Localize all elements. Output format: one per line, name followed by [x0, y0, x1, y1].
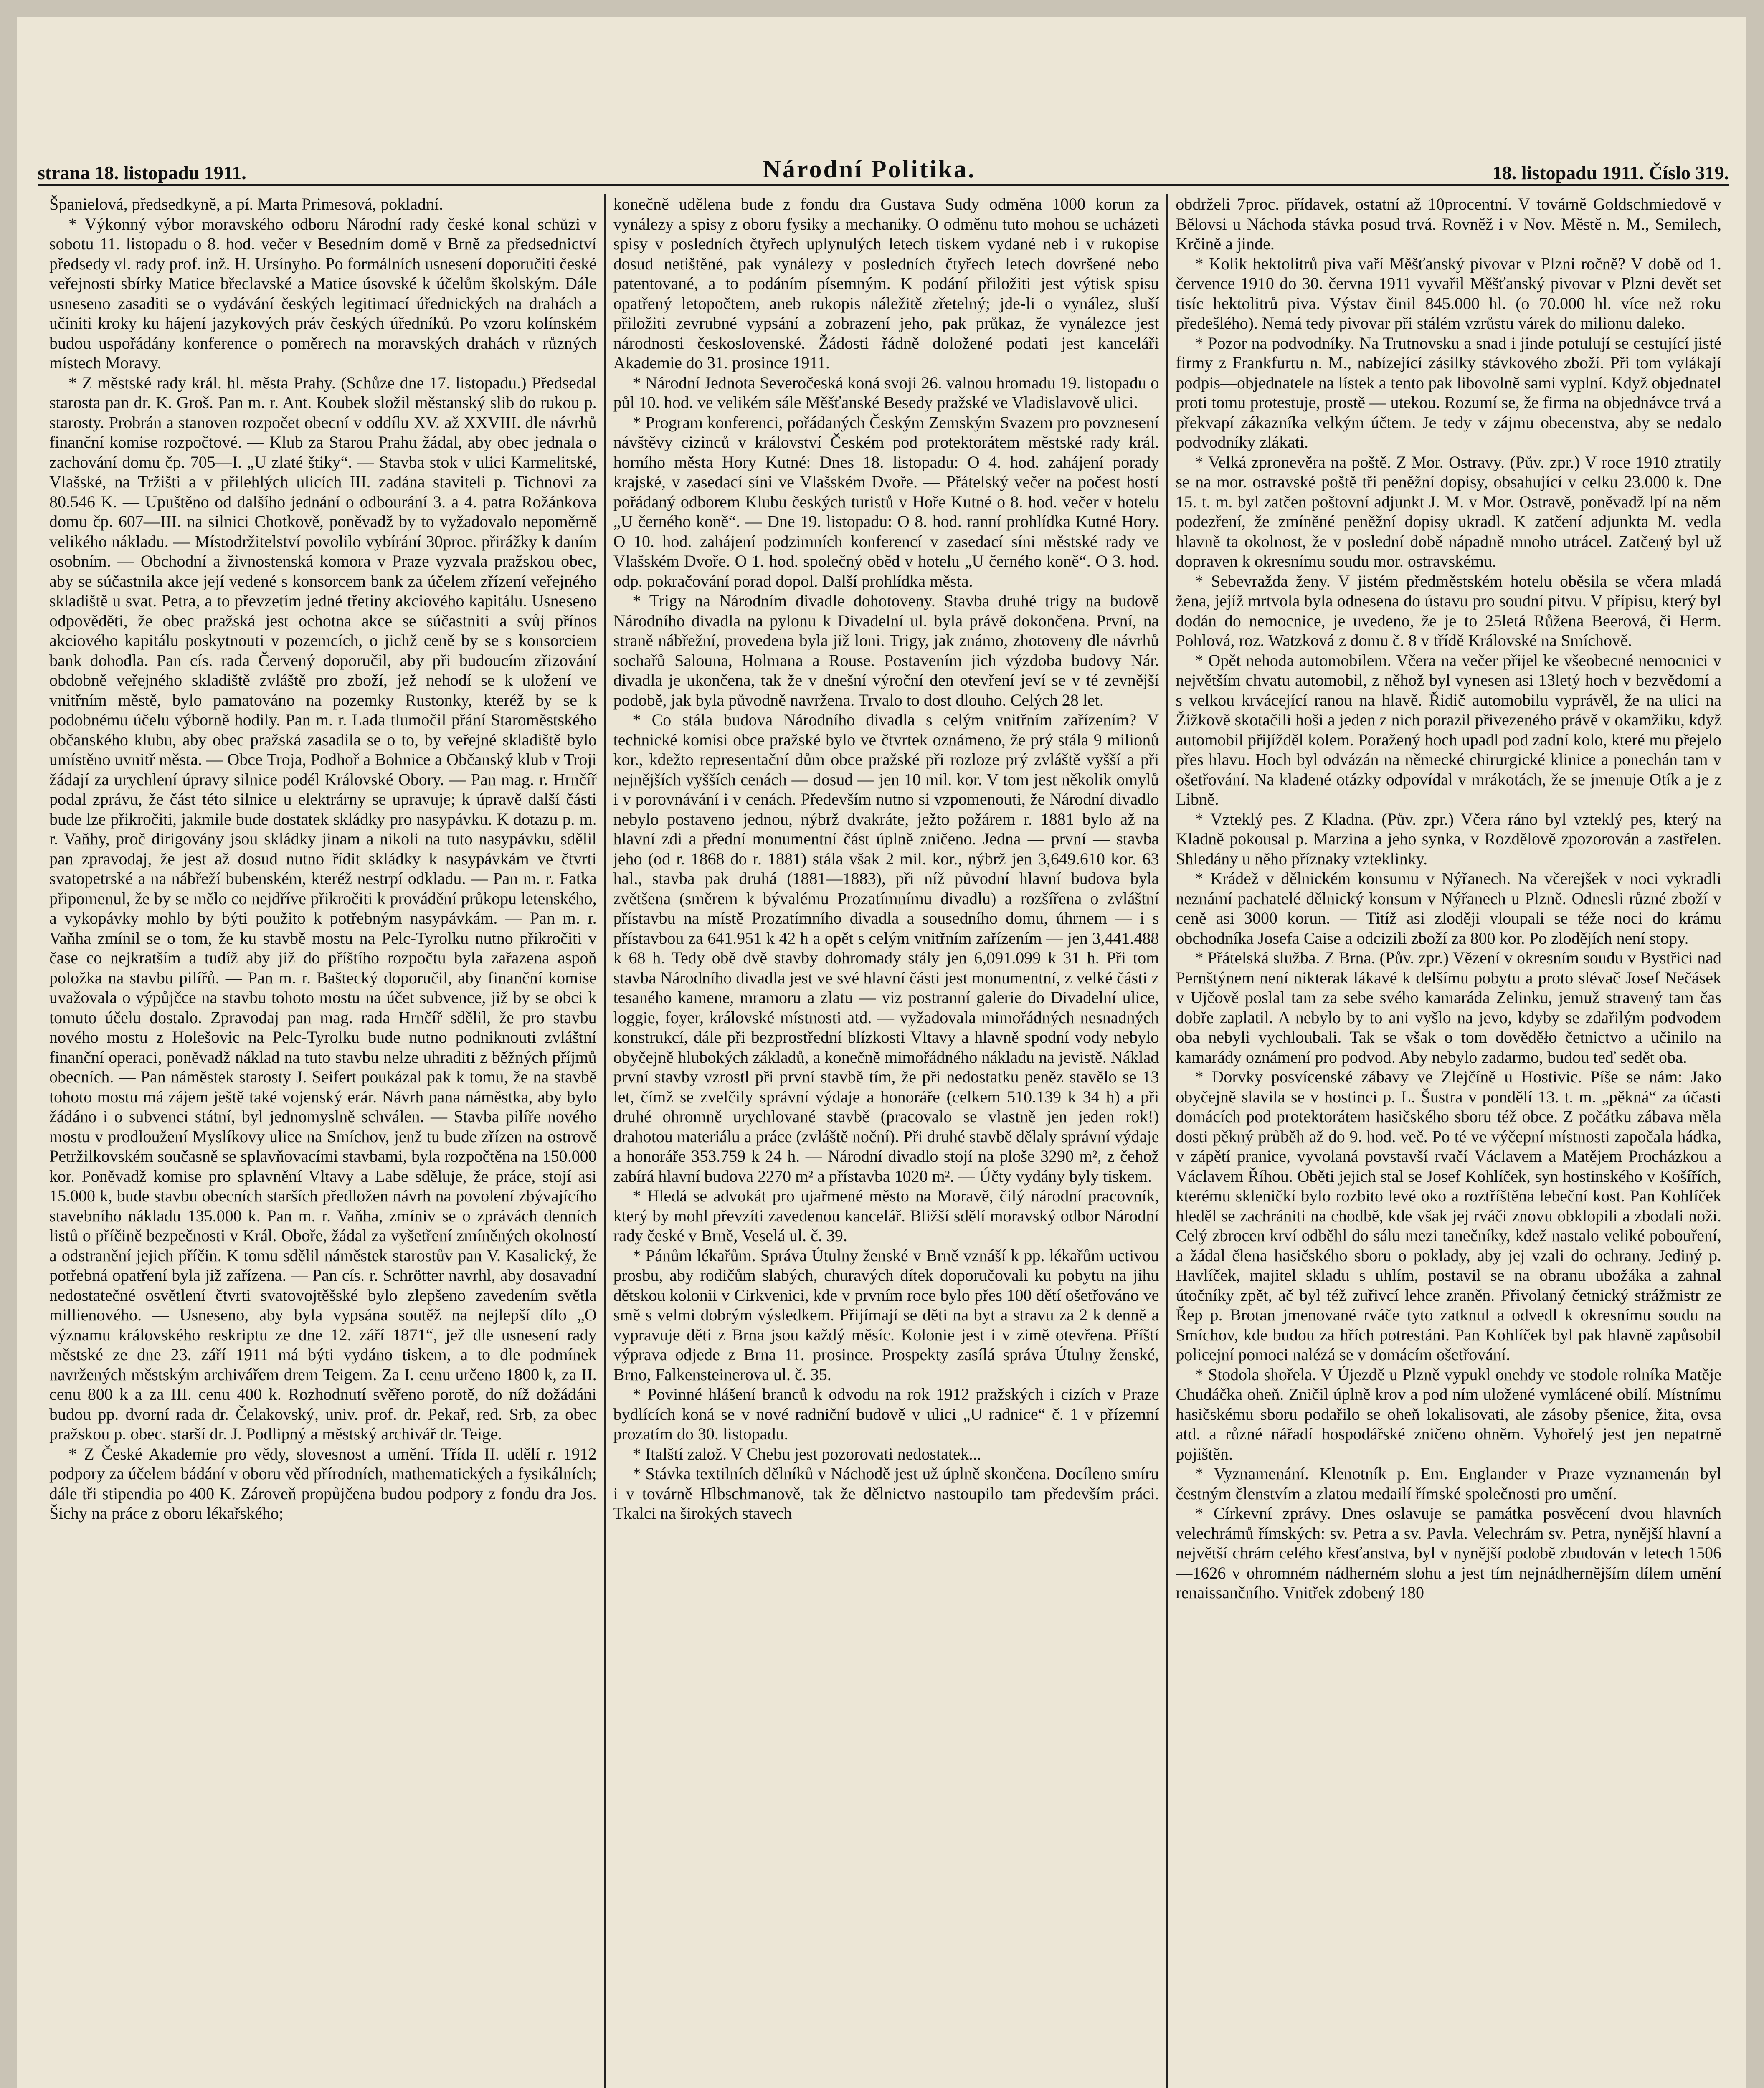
article-paragraph: * Opět nehoda automobilem. Včera na večer přijel ke všeobecné nemocnici v největším chvatu automobil, z něhož byl vynesen asi 13letý hoch v bezvědomí a s velkou krvácející ranou na hlavě. Řidič automobilu vyprávěl, že na ulici na Žižkově skotačili hoši a jeden z nich porazil přivezeného právě v okamžiku, když automobil přijížděl kolem. Poražený hoch upadl pod zadní kolo, které mu přejelo přes hlavu. Hoch byl odvázán na německé chirurgické klinice a ponechán tam v ošetřování. Na kladené otázky odpovídal v mrákotách, že se jmenuje Otík a je z Libně. — [1176, 651, 1721, 808]
article-paragraph: * Stodola shořela. V Újezdě u Plzně vypukl onehdy ve stodole rolníka Matěje Chudáčka oheň. Zničil úplně krov a pod ním uložené vymlácené obilí. Místnímu hasičskému sboru podařilo se oheň lokalisovati, ale zásoby pšenice, žita, ovsa atd. a různé nářadí hospodářské zničeno ohněm. Vyhořelý jest jen nepatrně pojištěn. — [1176, 1365, 1721, 1463]
column-3 — [1166, 194, 1729, 2088]
article-paragraph: * Národní Jednota Severočeská koná svoji 26. valnou hromadu 19. listopadu o půl 10. hod. ve velikém sále Měšťanské Besedy pražské ve Vladislavově ulici. — [613, 373, 1159, 412]
article-paragraph: * Hledá se advokát pro ujařmené město na Moravě, čilý národní pracovník, který by mohl převzíti zavedenou kancelář. Bližší sdělí moravský odbor Národní rady české v Brně, Veselá ul. č. 39. — [613, 1186, 1159, 1245]
header-date-left: strana 18. listopadu 1911. — [38, 162, 246, 183]
article-paragraph: * Italští založ. V Chebu jest pozorovati nedostatek... — [632, 1444, 981, 1463]
article-paragraph: * Program konferenci, pořádaných Českým Zemským Svazem pro povznesení návštěvy cizinců v království Českém pod protektorátem městské rady král. horního města Hory Kutné: Dnes 18. listopadu: O 4. hod. zahájení porady krajské, v zasedací síni ve Vlašském Dvoře. — Přátelský večer na počest hostí pořádaný odborem Klubu českých turistů v Hoře Kutné o 8. hod. večer v hotelu „U černého koně“. — Dne 19. listopadu: O 8. hod. ranní prohlídka Kutné Hory. O 10. hod. zahájení podzimních konferencí v zasedací síni městské rady ve Vlašském Dvoře. O 1. hod. společný oběd v hotelu „U černého koně“. O 3. hod. odp. pokračování porad dopol. Další prohlídka města. — [613, 413, 1159, 590]
article-paragraph: * Vyznamenání. Klenotník p. Em. Englander v Praze vyznamenán byl čestným členstvím a zlatou medailí římské společnosti pro umění. — [1176, 1464, 1721, 1503]
article-paragraph: * Trigy na Národním divadle dohotoveny. Stavba druhé trigy na budově Národního divadla na pylonu k Divadelní ul. byla právě dokončena. První, na straně nábřežní, provedena byla již loni. Trigy, jak známo, zhotoveny dle návrhů sochařů Salouna, Holmana a Rouse. Postavením jich výzdoba budovy Nár. divadla je ukončena, tak že v dnešní výroční den otevření jeví se v té zevnější podobě, jak byla původně navržena. Trvalo to dost dlouho. Celých 28 let. — [613, 591, 1159, 710]
article-paragraph: obdrželi 7proc. přídavek, ostatní až 10procentní. V továrně Goldschmiedově v Bělovsi u Náchoda stávka posud trvá. Rovněž i v Nov. Městě n. M., Semilech, Krčině a jinde. — [1176, 195, 1721, 253]
newspaper-title: Národní Politika. — [763, 155, 976, 183]
article-paragraph: * Z městské rady král. hl. města Prahy. (Schůze dne 17. listopadu.) Předsedal starosta pan dr. K. Groš. Pan m. r. Ant. Koubek složil městanský slib do rukou p. starosty. Probrán a stanoven rozpočet obecní v oddílu XV. až XXVIII. dle návrhů finanční komise rozpočtové. — Klub za Starou Prahu žádal, aby obec jednala o zachování domu čp. 705—I. „U zlaté štiky“. — Stavba stok v ulici Karmelitské, Vlašské, na Tržišti a v přilehlých ulicích III. zadána staviteli p. Tichnovi za 80.546 K. — Upuštěno od dalšího jednání o odbourání 3. a 4. patra Rožánkova domu čp. 607—III. na silnici Chotkově, poněvadž by to vyžadovalo nepoměrně velikého nákladu. — Místodržitelství povolilo vybírání 30proc. přirážky k daním osobním. — Obchodní a živnostenská komora v Praze vyzvala pražskou obec, aby se súčastnila akce její vedené s konsorcem bank za účelem zřízení veřejného skladiště u svat. Petra, a to převzetím jedné třetiny akciového kapitálu. Usneseno odpověděti, že obec pražská jest ochotna akce se súčastniti a svůj přínos akciového kapitálu poskytnouti v pozemcích, o jichž ceně by se s konsorciem bank dohodla. Pan cís. rada Červený doporučil, aby při budoucím zřizování obdobně veřejného skladiště zvláště pro zboží, jež nehodí se k uložení ve vnitřním městě, bylo pamatováno na pozemky Rustonky, kteréž by se k podobnému účelu výborně hodily. Pan m. r. Lada tlumočil přání Staroměstského občanského klubu, aby obec pražská zasadila se o to, by veřejné skladiště bylo umístěno uvnitř města. — Obce Troja, Podhoř a Bohnice a Občanský klub v Troji žádají za urychlení úpravy silnice podél Královské Obory. — Pan mag. r. Hrnčíř podal zprávu, že část této silnice u elektrárny se upravuje; k úpravě další části bude lze přikročiti, jakmile bude dostatek skládky pro nasypávku. K dotazu p. m. r. Vaňhy, proč dirigovány jsou skládky jinam a nikoli na tuto nasypávku, sdělil pan zpravodaj, že jest až dosud nutno řídit skládky k nasypávkám ve čtvrti svatopetrské a na nábřeží bubenském, kteréž nestrpí odkladu. — Pan m. r. Fatka připomenul, že by se mělo co nejdříve přikročiti k provádění průkopu letenského, a vykopávky mohlo by býti použito k potřebným nasypávkám. — Pan m. r. Vaňha zmínil se o tom, že ku stavbě mostu na Pelc-Tyrolku nutno přikročiti v čase co nejkratším a tudíž aby již do příštího rozpočtu byla zařazena aspoň položka na stavbu pilířů. — Pan m. r. Baštecký doporučil, aby finanční komise uvažovala o výpůjčce na stavbu tohoto mostu na účet subvence, již by se obci k tomuto účelu dostalo. Zpravodaj pan mag. rada Hrnčíř sdělil, že pro stavbu nového mostu z Holešovic na Pelc-Tyrolku bude nutno podniknouti zvláštní finanční operaci, poněvadž náklad na tuto stavbu nelze uhraditi z běžných příjmů obecních. — Pan náměstek starosty J. Seifert poukázal pak k tomu, že na stavbě tohoto mostu má zájem ještě také vojenský erár. Návrh pana náměstka, aby bylo žádáno i o subvenci státní, byl jednomyslně schválen. — Stavba pilíře nového mostu v prodloužení Myslíkovy ulice na Smíchov, jenž tu bude zřízen na ostrově Petržilkovském současně se splavňovacími stavbami, byla rozpočtěna na 150.000 kor. Poněvadž komise pro splavnění Vltavy a Labe sděluje, že práce, stojí asi 15.000 k, bude stavbu obecních starších předložen návrh na povolení zbývajícího stavebního nákladu 135.000 k. Pan m. r. Vaňha, zmíniv se o zprávách denních listů o příčině bezpečnosti v Král. Oboře, žádal za vyšetření zmíněných okolností a odstranění jejich příčin. K tomu sdělil náměstek starostův pan V. Kasalický, že potřebná opatření byla již zařízena. — Pan cís. r. Schrötter navrhl, aby dosavadní nedostatečné osvětlení čtvrti svatovojtěšské bylo zlepšeno zavedením světla millienového. — Usneseno, aby byla vypsána soutěž na nejlepší dílo „O významu královského reskriptu ze dne 12. září 1871“, jež dle usnesení rady městské ze dne 23. září 1911 má býti vydáno tiskem, a to dle podmínek navržených městským archivářem drem Teigem. Za I. cenu určeno 1800 k, za II. cenu 800 k a za III. cenu 400 k. Rozhodnutí svěřeno porotě, do níž dožádáni budou pp. dvorní rada dr. Čelakovský, univ. prof. dr. Pekař, red. Srb, za obec pražskou p. obec. starší dr. J. Podlipný a městský archivář dr. Teige. — [49, 373, 597, 1443]
page-header — [38, 155, 1729, 186]
article-paragraph: * Přátelská služba. Z Brna. (Pův. zpr.) Vězení v okresním soudu v Bystřici nad Pernštýnem není nikterak lákavé k delšímu pobytu a proto slévač Josef Nečásek v Ujčově poslal tam za sebe svého kamaráda Zelinku, jemuž stravený tam čas dobře zaplatil. A nebylo by to ani vyšlo na jevo, kdyby se zdařilým podvodem oba nebyli vychloubali. Tak se však o tom dověděło četnictvo a učinilo na kamarády oznámení pro podvod. Aby nebylo zadarmo, budou teď sedět oba. — [1176, 948, 1721, 1067]
column-2 — [604, 194, 1167, 2088]
article-paragraph: Španielová, předsedkyně, a pí. Marta Primesová, pokladní. — [49, 195, 444, 213]
article-paragraph: * Krádež v dělnickém konsumu v Nýřanech. Na včerejšek v noci vykradli neznámí pachatelé dělnický konsum v Nýřanech u Plzně. Odnesli různé zboží v ceně asi 3000 korun. — Titíž asi zloději vloupali se téže noci do krámu obchodníka Josefa Caise a odcizili zboží za 800 kor. Po zlodějích není stopy. — [1176, 869, 1721, 948]
article-columns — [42, 194, 1729, 2088]
article-paragraph: * Z České Akademie pro vědy, slovesnost a umění. Třída II. udělí r. 1912 podpory za účelem bádání v oboru věd přírodních, mathematických a fysikálních; dále tři stipendia po 400 K. Zároveň propůjčena budou podpory z fondu dra Jos. Šichy na práce z oboru lékařského; — [49, 1444, 597, 1523]
article-paragraph: * Kolik hektolitrů piva vaří Měšťanský pivovar v Plzni ročně? V době od 1. července 1910 do 30. června 1911 vyvařil Měšťanský pivovar v Plzni devět set tisíc hektolitrů piva. Výstav činil 845.000 hl. (o 70.000 hl. více než roku předešlého). Nemá tedy pivovar při stálém vzrůstu várek do milionu daleko. — [1176, 254, 1721, 332]
article-paragraph: * Povinné hlášení branců k odvodu na rok 1912 pražských i cizích v Praze bydlících koná se v nové radniční budově v ulici „U radnice“ č. 1 v přízemní prozatím do 30. listopadu. — [613, 1385, 1159, 1443]
article-paragraph: * Výkonný výbor moravského odboru Národní rady české konal schůzi v sobotu 11. listopadu o 8. hod. večer v Besedním domě v Brně za předsednictví předsedy vl. rady prof. inž. H. Ursínyho. Po formálních usnesení doporučiti české veřejnosti sbírky Matice břeclavské a Matice úsovské k účelům školským. Dále usneseno zasaditi se o vydávání českých legitimací úřednických na drahách a učiniti kroky ku hájení jazykových práv českých úředníků. Po vzoru kolínském budou uspořádány konference o poměrech na moravských drahách v různých místech Moravy. — [49, 214, 597, 372]
article-paragraph: konečně udělena bude z fondu dra Gustava Sudy odměna 1000 korun za vynálezy a spisy z oboru fysiky a mechaniky. O odměnu tuto mohou se ucházeti spisy v posledních čtyřech uplynulých letech tiskem vydané neb i v rukopise dosud netištěné, pak vynálezy v posledních čtyřech letech dovršené nebo patentované, a to podáním písemným. K podání přiložiti jest výtisk spisu opatřený letopočtem, aneb rukopis náležitě zřetelný; jde-li o vynález, sluší přiložiti zevrubné vypsání a zobrazení jeho, pak průkaz, že vynálezce jest národnosti československé. Žádosti řádně doložené podati jest kanceláři Akademie do 31. prosince 1911. — [613, 195, 1159, 372]
article-paragraph: * Dorvky posvícenské zábavy ve Zlejčíně u Hostivic. Píše se nám: Jako obyčejně slavila se v hostinci p. L. Šustra v pondělí 13. t. m. „pěkná“ za účasti domácích pod protektorátem hasičského sboru též obce. Z počátku zábava měla dosti pěkný průběh až do 9. hod. več. Po té ve výčepní místnosti započala hádka, v zápětí pranice, vyvolaná povstavší rvačí Václavem a Matějem Procházkou a Václavem Říhou. Oběti jejich stal se Josef Kohlíček, syn hostinského v Košířích, kterému skleničkí bylo rozbito levé oko a roztříštěna lebeční kost. Pan Kohlíček hleděl se zachrániti na chodbě, kde však jej rváči znovu obklopili a zbodali noži. Celý zbrocen krví odběhl do sálu mezi tanečníky, kdež nastalo veliké pobouření, a žádal člena hasičského sboru o poklady, aby jej vzali do ochrany. Jediný p. Havlíček, majitel skladu s uhlím, postavil se na obranu ubožáka a zahnal útočníky zpět, ač byl též zuřivcí lehce zraněn. Přivolaný četnický strážmistr ze Řep p. Brotan jmenované rváče tyto zatknul a odvedl k okresnímu soudu na Smíchov, kde budou za hřích potrestáni. Pan Kohlíček byl pak hlavně zapůsobil policejní pomoci nalézá se v domácím ošetřování. — [1176, 1067, 1721, 1364]
article-paragraph: * Pánům lékařům. Správa Útulny ženské v Brně vznáší k pp. lékařům uctivou prosbu, aby rodičům slabých, churavých dítek doporučovali ku pobytu na jihu dětskou kolonii v Cirkvenici, kde v prvním roce bylo přes 100 dětí ošetřováno ve smě s velmi dobrým výsledkem. Přijímají se děti na byt a stravu za 2 k denně a vypravuje děti z Brna jsou každý měsíc. Kolonie jest i v zimě otevřena. Příští výprava odjede z Brna 11. prosince. Prospekty zasílá správa Útulny ženské, Brno, Falkensteinerova ul. č. 35. — [613, 1246, 1159, 1384]
article-paragraph: * Velká zpronevěra na poště. Z Mor. Ostravy. (Pův. zpr.) V roce 1910 ztratily se na mor. ostravské poště tři peněžní dopisy, obsahující v celku 23.000 k. Dne 15. t. m. byl zatčen poštovní adjunkt J. M. v Mor. Ostravě, poněvadž lpí na něm podezření, že zmíněné peněžní dopisy ukradl. K zatčení adjunkta M. vedla hlavně ta okolnost, že v poslední době nápadně mnoho utrácel. Zatčený byl už dopraven k okresnímu soudu mor. ostravskému. — [1176, 452, 1721, 570]
article-paragraph: * Co stála budova Národního divadla s celým vnitřním zařízením? V technické komisi obce pražské bylo ve čtvrtek oznámeno, že prý stála 9 milionů kor., kdežto representační dům obce pražské při rozloze prý zvláště vyšší a při nejnějších vyšších cenách — dosud — jen 10 mil. kor. V tom jest několik omylů i v porovnávání i v cenách. Především nutno si vzpomenouti, že Národní divadlo nebylo postaveno jednou, nýbrž dvakráte, ježto požárem r. 1881 bylo až na hlavní zdi a přední monumentní část úplně zničeno. Jedna — první — stavba jeho (od r. 1868 do r. 1881) stála však 2 mil. kor., nýbrž jen 3,649.610 kor. 63 hal., stavba pak druhá (1881—1883), při níž původní hlavní budova byla zvětšena (směrem k bývalému Prozatímnímu divadlu) a rozšířena o zvláštní přístavbu na místě Prozatímního divadla a sousedního domu, úhrnem — i s přístavbou za 641.951 k 42 h a opět s celým vnitřním zařízením — jen 3,441.488 k 68 h. Tedy obě dvě stavby dohromady stály jen 6,091.099 k 31 h. Při tom stavba Národního divadla jest ve své hlavní části jest monumentní, z velké části z tesaného kamene, mramoru a zlatu — viz postranní galerie do Divadelní ulice, loggie, foyer, královské místnosti atd. — vyžadovala mimořádných nesnadných konstrukcí, dále při bezprostřední blízkosti Vltavy a hlavně spodní vody nebylo obyčejně hlubokých základů, a konečně mimořádného nákladu na jevistě. Náklad první stavby vzrostl při první stavbě tím, že při nedostatku peněz stavělo se 13 let, čímž se zvelčily správní výdaje a honoráře (celkem 510.139 k 34 h) a při druhé ohromně urychlované stavbě (pracovalo se vlastně jen jeden rok!) drahotou materiálu a práce (zvláště noční). Při druhé stavbě dělaly správní výdaje a honoráře 353.759 k 24 h. — Národní divadlo stojí na ploše 3290 m², z čehož zabírá hlavní budova 2270 m² a přístavba 1020 m². — Účty vydány byly tiskem. — [613, 710, 1159, 1186]
article-paragraph: * Sebevražda ženy. V jistém předměstském hotelu oběsila se včera mladá žena, jejíž mrtvola byla odnesena do ústavu pro soudní pitvu. V přípisu, který byl dodán do nemocnice, je uvedeno, že je to 25letá Růžena Beerová, či Herm. Pohlová, roz. Watzková z domu č. 8 v třídě Královské na Smíchově. — [1176, 571, 1721, 650]
header-date-issue: 18. listopadu 1911. Číslo 319. — [1492, 162, 1729, 183]
article-paragraph: * Stávka textilních dělníků v Náchodě jest už úplně skončena. Docíleno smíru i v továrně Hlbschmanově, tak že dělnictvo nastoupilo tam především práci. Tkalci na širokých stavech — [613, 1464, 1159, 1523]
article-paragraph: * Pozor na podvodníky. Na Trutnovsku a snad i jinde potulují se cestující jisté firmy z Frankfurtu n. M., nabízející zásilky stávkového zboží. Při tom vylákají podpis—objednatele na lístek a tento pak libovolně sami vyplní. Když objednatel proti tomu protestuje, prostě — utekou. Rozumí se, že firma na objednávce trvá a překvapí zákazníka velkým účtem. Je tedy v zájmu obecenstva, aby se nedalo podvodníky zlákati. — [1176, 333, 1721, 451]
column-1 — [42, 194, 604, 2088]
newspaper-page — [17, 17, 1746, 2088]
article-paragraph: * Vzteklý pes. Z Kladna. (Pův. zpr.) Včera ráno byl vzteklý pes, který na Kladně pokousal p. Marzina a jeho synka, v Rozdělově zpozorován a zastřelen. Shledány u něho příznaky vzteklinky. — [1176, 809, 1721, 868]
article-paragraph: * Církevní zprávy. Dnes oslavuje se památka posvěcení dvou hlavních velechrámů římských: sv. Petra a sv. Pavla. Velechrám sv. Petra, nynější hlavní a největší chrám celého křesťanstva, byl v nynější podobě zbudován v letech 1506—1626 v ohromném nádherném slohu a jest tím nejnádhernějším dílem umění renaissančního. Vnitřek zdobený 180 — [1176, 1504, 1721, 1602]
